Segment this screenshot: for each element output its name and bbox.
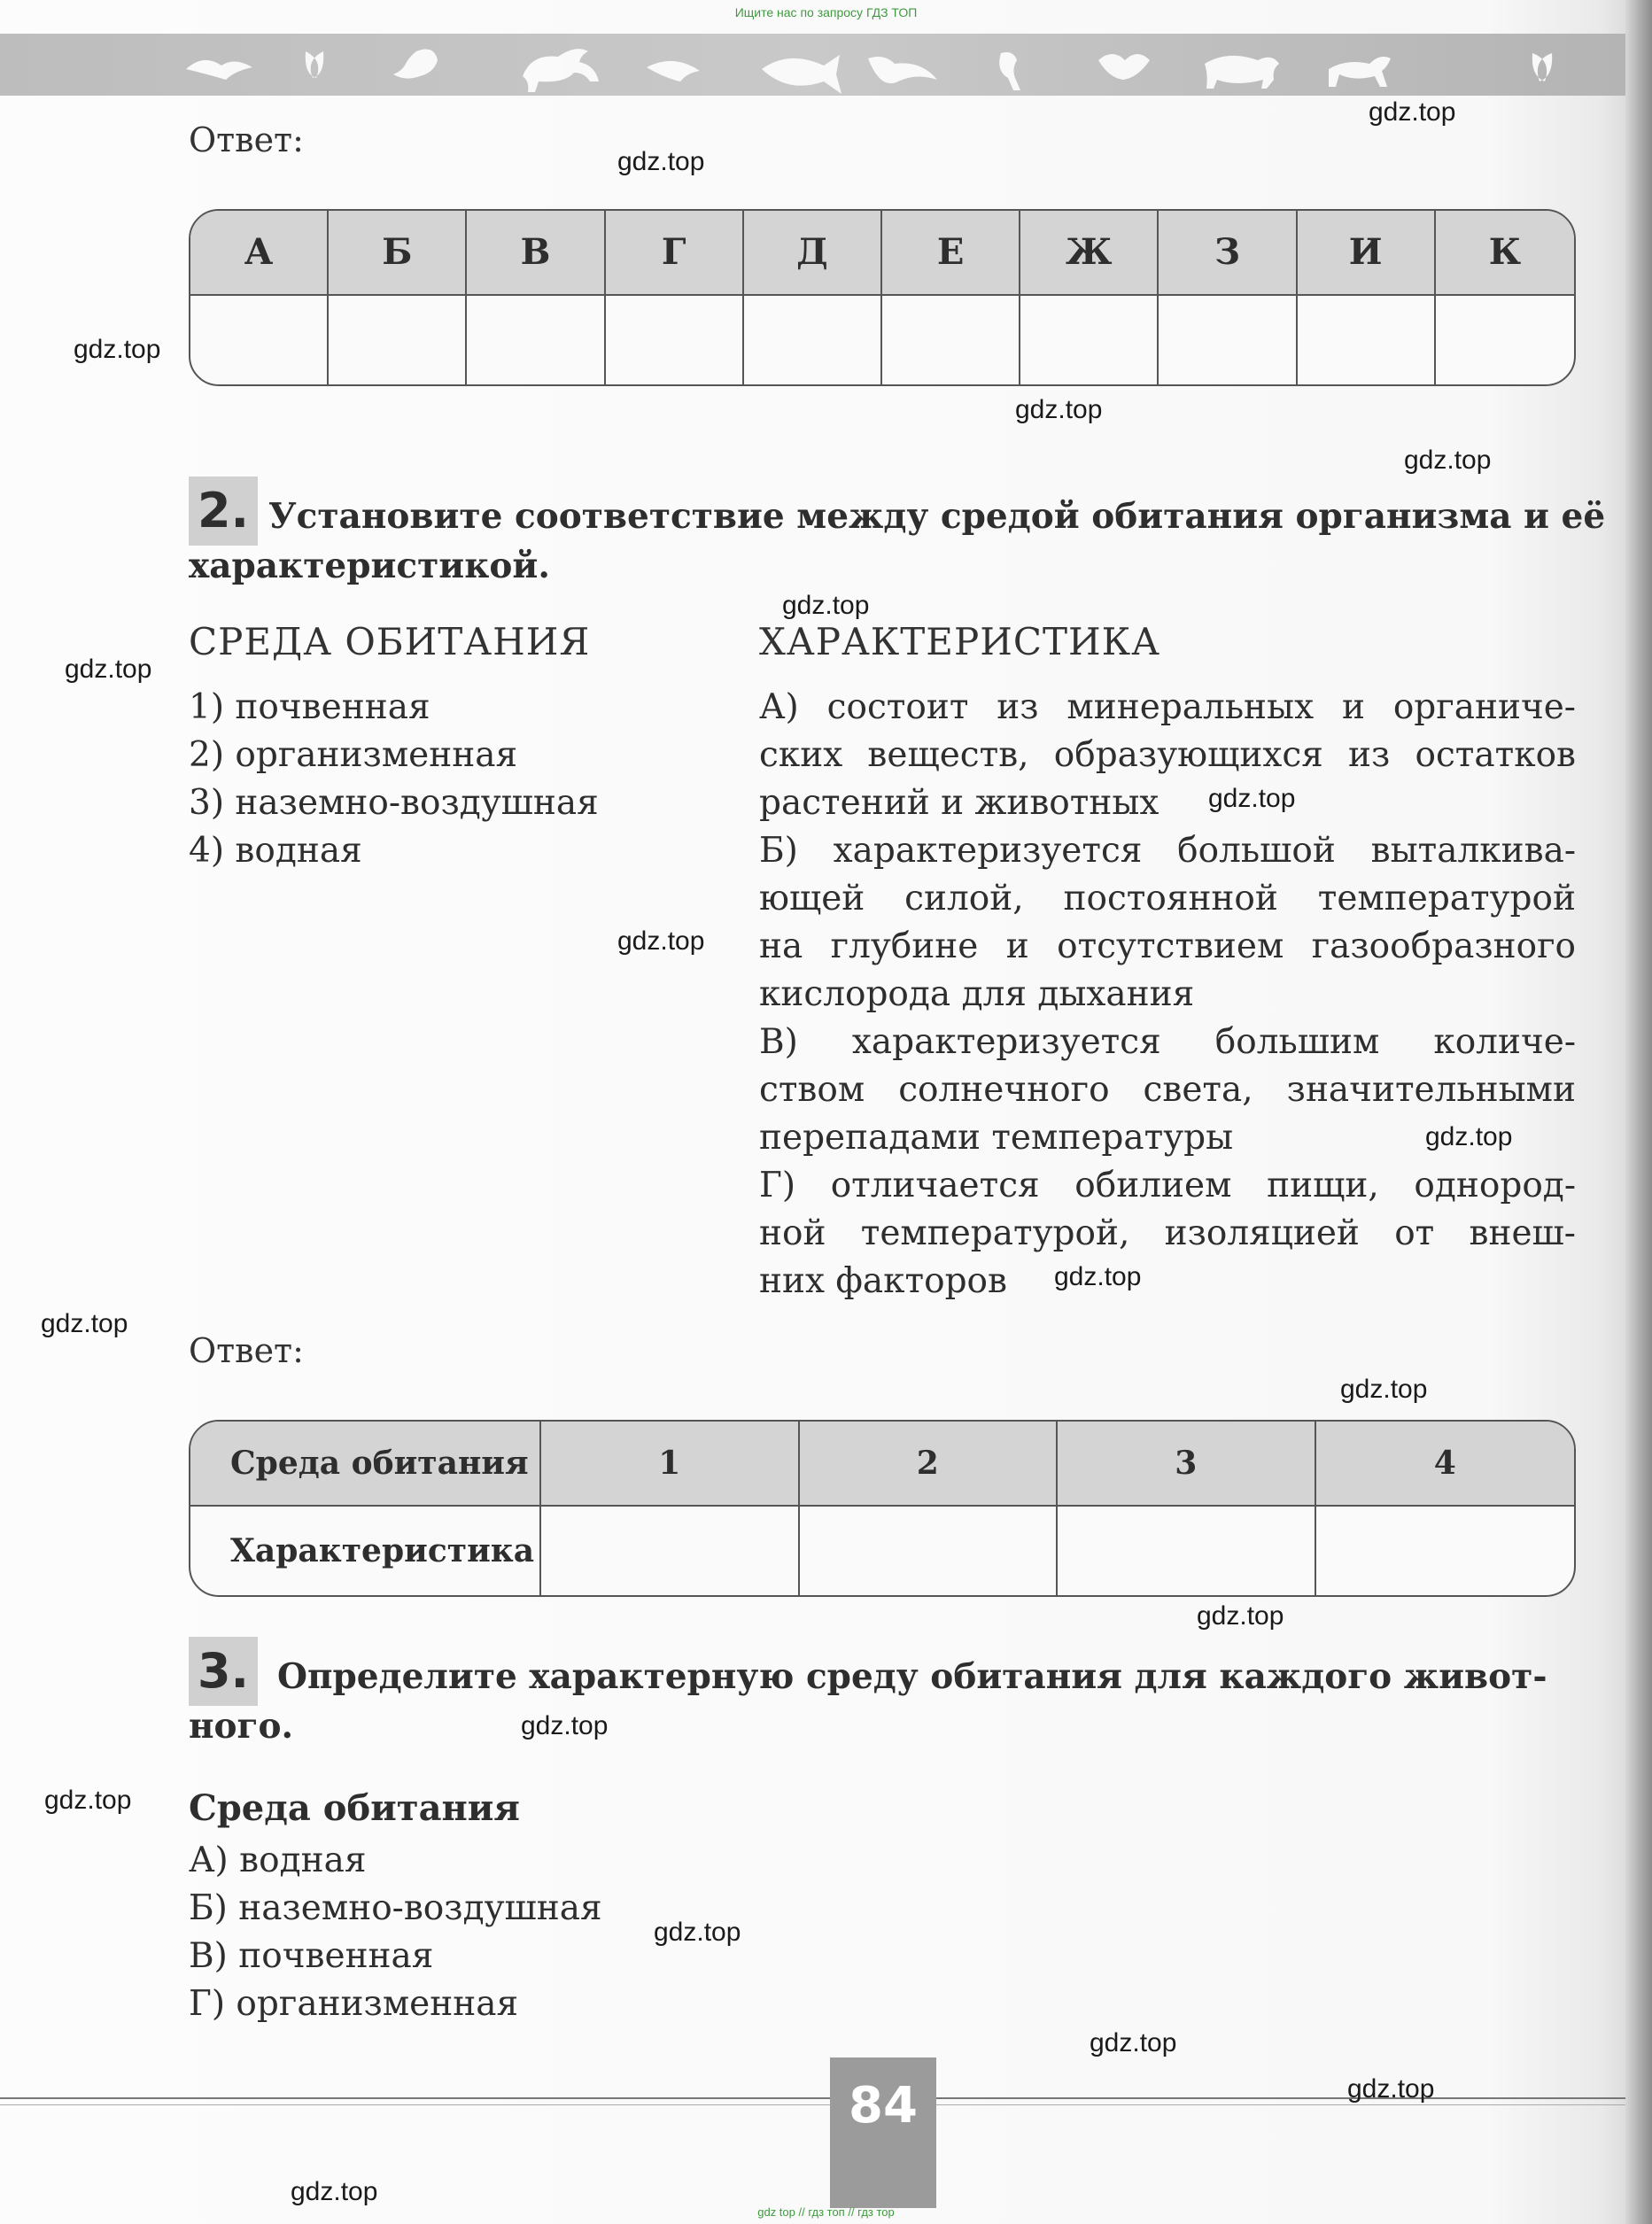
watermark: gdz.top: [65, 655, 152, 684]
task1-answer-cell[interactable]: [882, 296, 1020, 384]
characteristic-line: на глубине и отсутствием газообразного: [759, 926, 1576, 966]
task2-answer-table: [189, 1420, 1576, 1597]
animal-banner: [0, 34, 1625, 96]
task1-answer-label: Ответ:: [189, 120, 304, 159]
task3-number: 3.: [189, 1637, 258, 1706]
watermark: gdz.top: [1054, 1262, 1142, 1291]
bull-icon: [1205, 56, 1279, 89]
lizard-icon: [868, 57, 937, 83]
characteristic-line: ских веществ, образующихся из остатков: [759, 735, 1576, 775]
habitat-option: А) водная: [189, 1840, 367, 1880]
watermark: gdz.top: [74, 335, 161, 364]
habitat-option: Г) организменная: [189, 1984, 519, 2024]
task1-answer-cell[interactable]: [1020, 296, 1159, 384]
watermark: gdz.top: [617, 926, 705, 956]
task1-answer-cell[interactable]: [744, 296, 882, 384]
watermark: gdz.top: [654, 1918, 741, 1947]
watermark: gdz.top: [1340, 1375, 1428, 1404]
task3-prompt-line2: ного.: [189, 1706, 294, 1747]
habitat-option: В) почвенная: [189, 1936, 434, 1976]
characteristic-line: Б) характеризуется большой выталкива-: [759, 831, 1576, 871]
task1-col-header: Ж: [1020, 211, 1159, 296]
task1-col-header: Д: [744, 211, 882, 296]
task3-prompt-line1: Определите характерную среду обитания для каждого живот-: [277, 1656, 1547, 1697]
task1-col-header: З: [1159, 211, 1297, 296]
horse-icon: [523, 49, 599, 92]
task1-answer-cell[interactable]: [1159, 296, 1297, 384]
task2-answer-cell[interactable]: [800, 1507, 1059, 1595]
task2-prompt-line2: характеристикой.: [189, 546, 550, 586]
task1-answer-cell[interactable]: [606, 296, 744, 384]
watermark: gdz.top: [1425, 1122, 1513, 1151]
task1-col-header: Г: [606, 211, 744, 296]
watermark: gdz.top: [1197, 1601, 1284, 1631]
task2-right-heading: ХАРАКТЕРИСТИКА: [759, 620, 1160, 663]
bird-icon: [647, 61, 700, 81]
characteristic-line: кислорода для дыхания: [759, 974, 1195, 1014]
watermark: gdz.top: [41, 1309, 128, 1338]
task2-answer-cell[interactable]: [1316, 1507, 1575, 1595]
characteristic-line: ной температурой, изоляцией от внеш-: [759, 1213, 1576, 1253]
task1-answer-cell[interactable]: [467, 296, 605, 384]
task2-prompt-line1: Установите соответствие между средой обитания организма и её: [268, 496, 1606, 537]
heron-icon: [999, 52, 1020, 90]
top-note: Ищите нас по запросу ГДЗ ТОП: [734, 5, 918, 19]
watermark: gdz.top: [1090, 2028, 1177, 2057]
environment-item: 1) почвенная: [189, 687, 430, 727]
watermark: gdz.top: [1404, 446, 1492, 475]
task2-col-header: 3: [1058, 1422, 1316, 1507]
characteristic-line: растений и животных: [759, 783, 1160, 823]
task1-col-header: Б: [329, 211, 467, 296]
task1-col-header: И: [1298, 211, 1436, 296]
watermark: gdz.top: [1369, 97, 1456, 127]
task1-answer-cell[interactable]: [1298, 296, 1436, 384]
task2-answer-cell[interactable]: [1058, 1507, 1316, 1595]
watermark: gdz.top: [1347, 2074, 1435, 2104]
watermark: gdz.top: [617, 147, 705, 176]
characteristic-line: А) состоит из минеральных и органиче-: [759, 687, 1576, 727]
characteristic-line: них факторов: [759, 1261, 1007, 1301]
task1-col-header: К: [1436, 211, 1574, 296]
task2-left-heading: СРЕДА ОБИТАНИЯ: [189, 620, 591, 663]
row-label-environment: Среда обитания: [190, 1422, 541, 1507]
page-binding-edge: [1625, 0, 1652, 2224]
butterfly-icon: [1532, 53, 1552, 81]
habitat-option: Б) наземно-воздушная: [189, 1888, 602, 1928]
task2-number: 2.: [189, 477, 258, 546]
bee-icon: [1098, 54, 1150, 80]
task1-answer-cell[interactable]: [190, 296, 329, 384]
dog-icon: [1329, 57, 1391, 87]
watermark: gdz.top: [291, 2177, 378, 2206]
page-number: 84: [830, 2057, 936, 2208]
scorpion-icon: [393, 50, 438, 79]
fish-icon: [762, 55, 842, 94]
task1-col-header: А: [190, 211, 329, 296]
characteristic-line: Г) отличается обилием пищи, однород-: [759, 1166, 1576, 1205]
task1-col-header: Е: [882, 211, 1020, 296]
watermark: gdz.top: [782, 591, 870, 620]
characteristic-line: ющей силой, постоянной температурой: [759, 879, 1576, 918]
footer-rule: [0, 2104, 1625, 2105]
task1-answer-cell[interactable]: [1436, 296, 1574, 384]
task1-answer-cell[interactable]: [329, 296, 467, 384]
environment-item: 3) наземно-воздушная: [189, 783, 599, 823]
task2-col-header: 4: [1316, 1422, 1575, 1507]
task1-col-header: В: [467, 211, 605, 296]
watermark: gdz.top: [44, 1786, 132, 1815]
task3-heading: Среда обитания: [189, 1787, 520, 1829]
watermark: gdz.top: [521, 1711, 609, 1740]
bottom-note: gdz top // гдз топ // гдз тор: [757, 2205, 895, 2219]
task2-answer-label: Ответ:: [189, 1331, 304, 1370]
characteristic-line: ством солнечного света, значительными: [759, 1070, 1576, 1110]
environment-item: 2) организменная: [189, 735, 518, 775]
watermark: gdz.top: [1208, 784, 1296, 813]
characteristic-line: перепадами температуры: [759, 1118, 1234, 1158]
bird-icon: [186, 60, 252, 80]
butterfly-icon: [306, 51, 324, 78]
task2-col-header: 2: [800, 1422, 1059, 1507]
task1-answer-table: [189, 209, 1576, 386]
environment-item: 4) водная: [189, 831, 362, 871]
watermark: gdz.top: [1015, 395, 1103, 424]
task2-answer-cell[interactable]: [541, 1507, 800, 1595]
task2-col-header: 1: [541, 1422, 800, 1507]
row-label-characteristic: Характеристика: [190, 1507, 541, 1595]
characteristic-line: В) характеризуется большим количе-: [759, 1022, 1576, 1062]
